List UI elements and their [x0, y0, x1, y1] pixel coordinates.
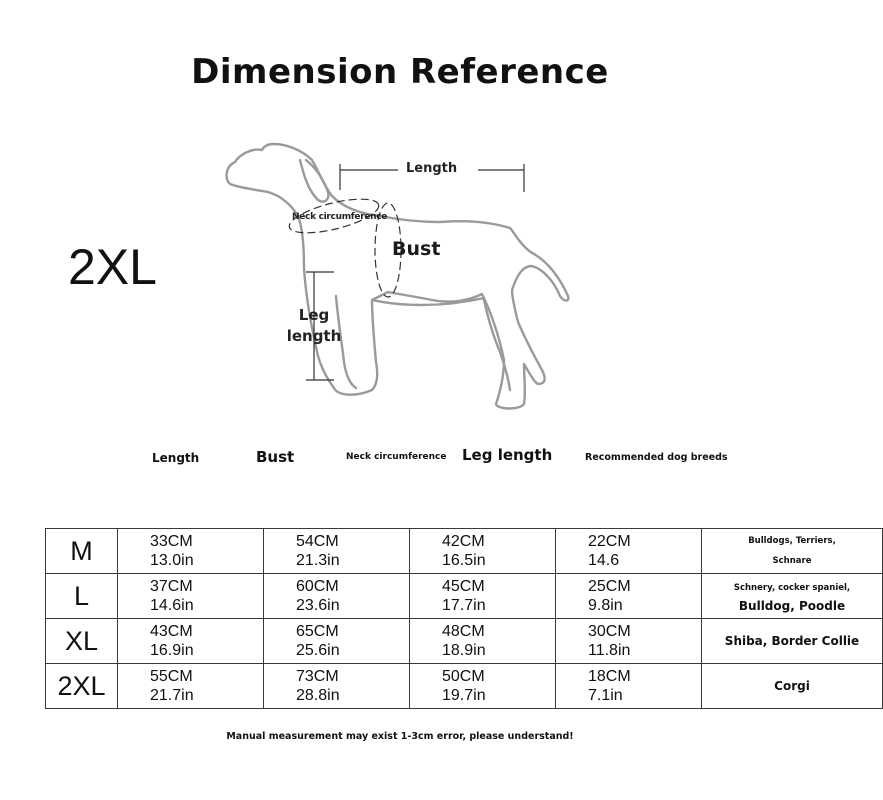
length-in: 14.6in — [150, 597, 194, 614]
header-leg-length: Leg length — [462, 446, 553, 464]
neck-cm: 48CM — [442, 623, 485, 640]
length-cm: 33CM — [150, 533, 193, 550]
size-cell: M — [46, 529, 118, 574]
leg-cm: 22CM — [588, 533, 631, 550]
diagram-bust-label: Bust — [392, 238, 441, 260]
leg-in: 11.8in — [588, 642, 631, 659]
leg-cell — [556, 664, 702, 709]
neck-in: 16.5in — [442, 552, 486, 569]
length-in: 13.0in — [150, 552, 194, 569]
table-row — [46, 574, 883, 619]
neck-cell — [410, 664, 556, 709]
leg-in: 9.8in — [588, 597, 623, 614]
length-cell — [118, 619, 264, 664]
header-neck: Neck circumference — [346, 452, 447, 462]
size-cell: XL — [46, 619, 118, 664]
table-row — [46, 664, 883, 709]
diagram-leg-label-line2: length — [286, 327, 342, 345]
neck-cm: 45CM — [442, 578, 485, 595]
neck-in: 19.7in — [442, 687, 486, 704]
measurement-note: Manual measurement may exist 1-3cm error, please understand! — [226, 731, 574, 742]
leg-in: 14.6 — [588, 552, 620, 569]
neck-cell — [410, 619, 556, 664]
bust-cm: 65CM — [296, 623, 339, 640]
diagram-neck-label: Neck circumference — [292, 212, 388, 222]
header-breeds: Recommended dog breeds — [585, 452, 728, 463]
neck-cm: 50CM — [442, 668, 485, 685]
neck-in: 18.9in — [442, 642, 486, 659]
length-cm: 43CM — [150, 623, 193, 640]
leg-cm: 30CM — [588, 623, 631, 640]
page-title: Dimension Reference — [191, 52, 609, 92]
breed-cell — [702, 529, 883, 574]
dog-outline — [227, 144, 569, 409]
header-bust: Bust — [256, 448, 295, 466]
bust-cm: 60CM — [296, 578, 339, 595]
breed-line1: Corgi — [774, 679, 810, 693]
dog-body-outline — [227, 144, 569, 409]
bust-cell — [264, 529, 410, 574]
leg-cell — [556, 529, 702, 574]
bust-cell — [264, 619, 410, 664]
bust-in: 23.6in — [296, 597, 340, 614]
neck-cell — [410, 529, 556, 574]
size-tag: 2XL — [68, 239, 157, 295]
breed-line1: Bulldogs, Terriers, — [748, 536, 836, 546]
diagram-leg-label-line1: Leg — [298, 306, 330, 324]
header-length: Length — [152, 451, 200, 465]
leg-cm: 18CM — [588, 668, 631, 685]
length-cell — [118, 664, 264, 709]
measure-marks — [286, 164, 524, 380]
bust-in: 25.6in — [296, 642, 340, 659]
length-cell — [118, 529, 264, 574]
table-row — [46, 619, 883, 664]
size-cell: 2XL — [46, 664, 118, 709]
size-table — [45, 528, 883, 709]
neck-cm: 42CM — [442, 533, 485, 550]
dog-illustration — [0, 0, 800, 440]
diagram-leg-label — [284, 305, 344, 347]
diagram-length-label: Length — [406, 161, 458, 176]
size-cell: L — [46, 574, 118, 619]
dog-hind-leg-outline — [484, 300, 510, 390]
leg-cell — [556, 574, 702, 619]
bust-cell — [264, 664, 410, 709]
length-in: 16.9in — [150, 642, 194, 659]
leg-cell — [556, 619, 702, 664]
breed-cell — [702, 619, 883, 664]
leg-in: 7.1in — [588, 687, 623, 704]
length-cm: 37CM — [150, 578, 193, 595]
bust-in: 21.3in — [296, 552, 340, 569]
neck-in: 17.7in — [442, 597, 486, 614]
bust-cell — [264, 574, 410, 619]
bust-cm: 54CM — [296, 533, 339, 550]
bust-in: 28.8in — [296, 687, 340, 704]
breed-line2: Schnare — [772, 556, 812, 566]
leg-cm: 25CM — [588, 578, 631, 595]
bust-cm: 73CM — [296, 668, 339, 685]
breed-line1: Schnery, cocker spaniel, — [733, 583, 851, 593]
breed-line2: Bulldog, Poodle — [738, 599, 846, 613]
length-cm: 55CM — [150, 668, 193, 685]
length-in: 21.7in — [150, 687, 194, 704]
breed-line1: Shiba, Border Collie — [724, 634, 860, 648]
dog-ear-outline — [300, 160, 328, 202]
column-headers — [0, 446, 800, 470]
neck-cell — [410, 574, 556, 619]
breed-cell — [702, 664, 883, 709]
length-cell — [118, 574, 264, 619]
breed-cell — [702, 574, 883, 619]
table-row — [46, 529, 883, 574]
